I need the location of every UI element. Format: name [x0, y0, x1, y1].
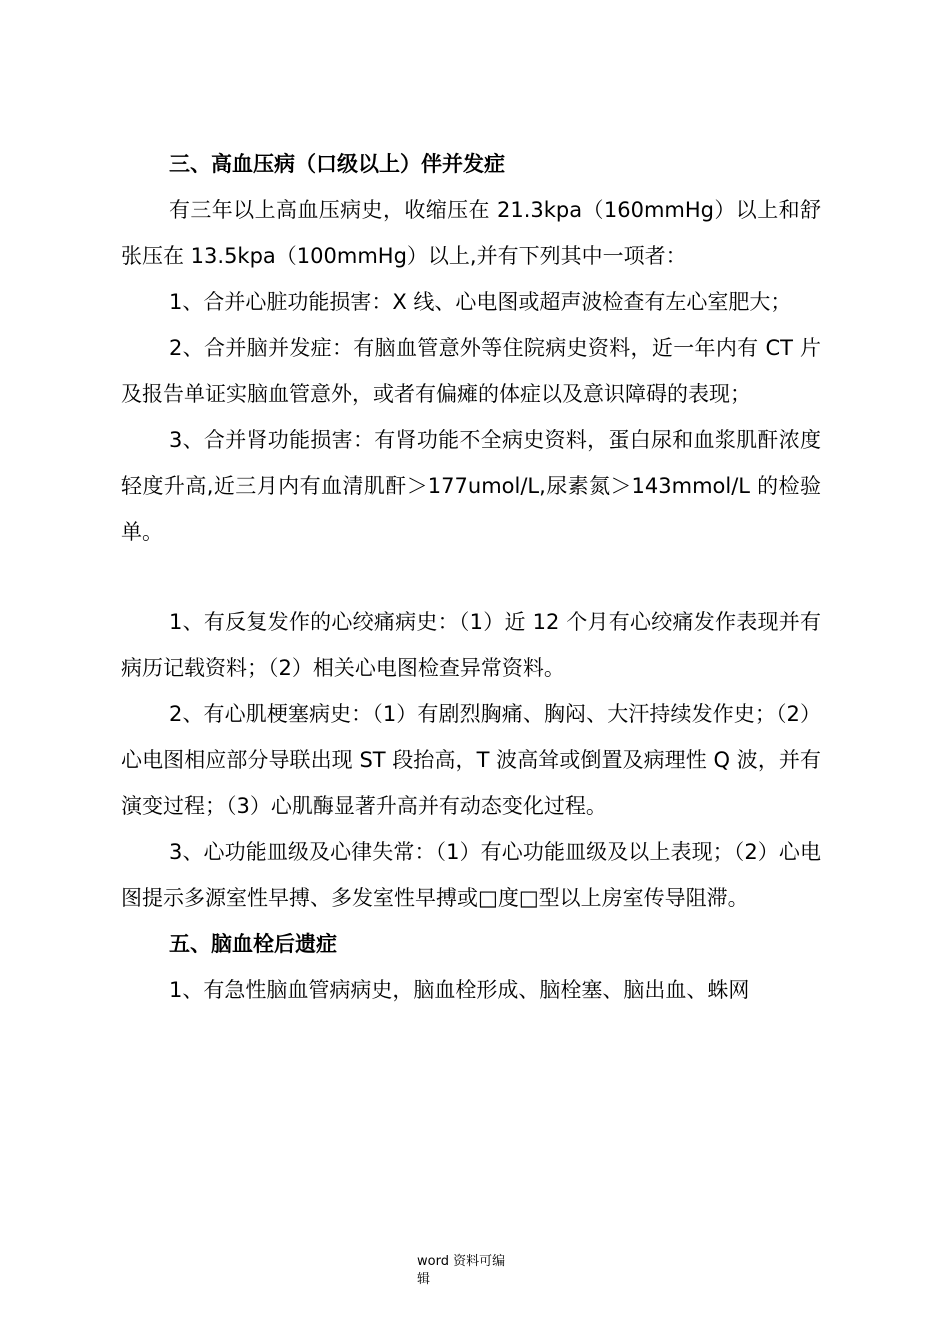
- list-item-heart-damage: 1、合并心脏功能损害：X 线、心电图或超声波检查有左心室肥大；: [169, 290, 792, 314]
- section-gap: [121, 555, 821, 599]
- section-heading-cerebral-thrombosis: 五、脑血栓后遗症: [169, 932, 337, 956]
- list-item-myocardial-infarction: 2、有心肌梗塞病史：（1）有剧烈胸痛、胸闷、大汗持续发作史；（2）心电图相应部分导联出现 ST 段抬高，T 波高耸或倒置及病理性 Q 波，并有演变过程；（3）心肌酶显著升高并有动态变化过程。: [121, 702, 821, 818]
- list-item-angina: 1、有反复发作的心绞痛病史：（1）近 12 个月有心绞痛发作表现并有病历记载资料；（2）相关心电图检查异常资料。: [121, 610, 821, 680]
- paragraph-hypertension-intro: 有三年以上高血压病史，收缩压在 21.3kpa（160mmHg）以上和舒张压在 13.5kpa（100mmHg）以上,并有下列其中一项者：: [121, 198, 821, 268]
- section-heading-hypertension: 三、高血压病（口级以上）伴并发症: [169, 152, 505, 176]
- list-item-kidney-damage: 3、合并肾功能损害：有肾功能不全病史资料，蛋白尿和血浆肌酐浓度轻度升高,近三月内有血清肌酐＞177umol/L,尿素氮＞143mmol/L 的检验单。: [121, 428, 821, 544]
- list-item-cerebrovascular-history: 1、有急性脑血管病病史，脑血栓形成、脑栓塞、脑出血、蛛网: [169, 978, 750, 1002]
- list-item-brain-complication: 2、合并脑并发症：有脑血管意外等住院病史资料，近一年内有 CT 片及报告单证实脑血管意外，或者有偏瘫的体症以及意识障碍的表现；: [121, 336, 821, 406]
- document-body: [121, 141, 821, 1013]
- list-item-heart-function-arrhythmia: 3、心功能皿级及心律失常：（1）有心功能皿级及以上表现；（2）心电图提示多源室性早搏、多发室性早搏或□度□型以上房室传导阻滞。: [121, 840, 821, 910]
- footer-watermark-text: word 资料可编辑: [417, 1254, 506, 1287]
